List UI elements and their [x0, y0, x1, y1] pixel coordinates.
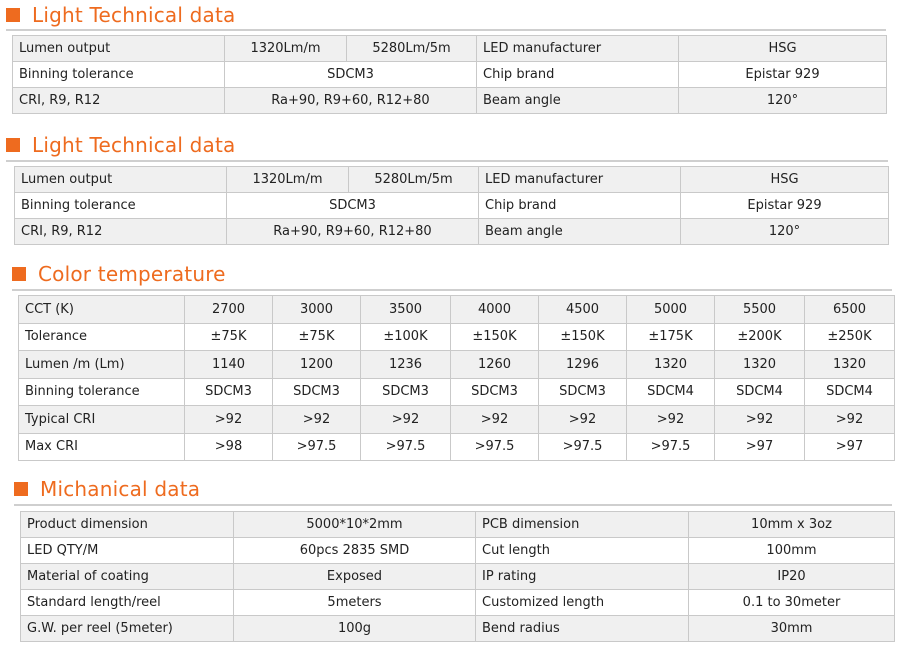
- section-title-text: Light Technical data: [32, 3, 236, 27]
- cell-value: 5280Lm/5m: [347, 36, 477, 62]
- orange-square-icon: [6, 138, 20, 152]
- cell-value: SDCM4: [715, 378, 805, 406]
- cell-value: SDCM3: [227, 193, 479, 219]
- section-title-mechanical-data: [14, 477, 200, 501]
- cell-value: >97: [805, 433, 895, 461]
- row-label: LED manufacturer: [477, 36, 679, 62]
- cell-value: >92: [185, 406, 273, 434]
- table-row: [13, 62, 887, 88]
- table-row: [19, 406, 895, 434]
- cell-value: 1140: [185, 351, 273, 379]
- table-row: [13, 36, 887, 62]
- table-row: [15, 167, 889, 193]
- cell-value: ±75K: [273, 323, 361, 351]
- section-title-text: Michanical data: [40, 477, 201, 501]
- cell-value: SDCM3: [225, 62, 477, 88]
- cell-value: 5280Lm/5m: [349, 167, 479, 193]
- cell-value: ±75K: [185, 323, 273, 351]
- section-divider: [6, 29, 886, 31]
- cell-value: >92: [539, 406, 627, 434]
- section-divider: [14, 504, 892, 506]
- cell-value: Ra+90, R9+60, R12+80: [227, 219, 479, 245]
- cell-value: 100mm: [689, 538, 895, 564]
- row-label: IP rating: [476, 564, 689, 590]
- orange-square-icon: [14, 482, 28, 496]
- cell-value: 5meters: [234, 590, 476, 616]
- light-technical-table-1: [12, 35, 887, 114]
- cell-value: 60pcs 2835 SMD: [234, 538, 476, 564]
- table-row: [19, 433, 895, 461]
- cell-value: >97.5: [361, 433, 451, 461]
- table-row: [21, 564, 895, 590]
- section-title-light-technical-1: [6, 3, 236, 27]
- cell-value: SDCM4: [805, 378, 895, 406]
- table-row: [21, 538, 895, 564]
- cell-value: 1260: [451, 351, 539, 379]
- row-label: Standard length/reel: [21, 590, 234, 616]
- cell-value: 10mm x 3oz: [689, 512, 895, 538]
- cell-value: 4000: [451, 296, 539, 324]
- cell-value: >97.5: [451, 433, 539, 461]
- cell-value: 4500: [539, 296, 627, 324]
- table-row: [19, 351, 895, 379]
- cell-value: SDCM3: [361, 378, 451, 406]
- section-title-text: Light Technical data: [32, 133, 236, 157]
- cell-value: 120°: [681, 219, 889, 245]
- cell-value: >92: [627, 406, 715, 434]
- cell-value: 1320Lm/m: [227, 167, 349, 193]
- cell-value: 100g: [234, 616, 476, 642]
- section-divider: [6, 160, 888, 162]
- row-label: Chip brand: [477, 62, 679, 88]
- row-label: Bend radius: [476, 616, 689, 642]
- cell-value: 3000: [273, 296, 361, 324]
- row-label: G.W. per reel (5meter): [21, 616, 234, 642]
- cell-value: 6500: [805, 296, 895, 324]
- cell-value: Epistar 929: [679, 62, 887, 88]
- orange-square-icon: [6, 8, 20, 22]
- row-label: Lumen output: [15, 167, 227, 193]
- row-label: PCB dimension: [476, 512, 689, 538]
- cell-value: 2700: [185, 296, 273, 324]
- cell-value: >92: [273, 406, 361, 434]
- cell-value: 0.1 to 30meter: [689, 590, 895, 616]
- table-row: [15, 219, 889, 245]
- cell-value: ±200K: [715, 323, 805, 351]
- table-row: [19, 296, 895, 324]
- cell-value: ±175K: [627, 323, 715, 351]
- row-label: Binning tolerance: [13, 62, 225, 88]
- row-label: Material of coating: [21, 564, 234, 590]
- cell-value: 5500: [715, 296, 805, 324]
- row-label: Product dimension: [21, 512, 234, 538]
- light-technical-table-2: [14, 166, 889, 245]
- cell-value: >97.5: [627, 433, 715, 461]
- cell-value: >92: [361, 406, 451, 434]
- row-label: Chip brand: [479, 193, 681, 219]
- row-label: Customized length: [476, 590, 689, 616]
- cell-value: ±150K: [539, 323, 627, 351]
- section-title-text: Color temperature: [38, 262, 226, 286]
- cell-value: HSG: [681, 167, 889, 193]
- row-label: Beam angle: [479, 219, 681, 245]
- cell-value: 5000: [627, 296, 715, 324]
- cell-value: 30mm: [689, 616, 895, 642]
- row-label: Binning tolerance: [19, 378, 185, 406]
- cell-value: 3500: [361, 296, 451, 324]
- cell-value: 1320: [805, 351, 895, 379]
- cell-value: 1320: [715, 351, 805, 379]
- cell-value: Ra+90, R9+60, R12+80: [225, 88, 477, 114]
- row-label: LED QTY/M: [21, 538, 234, 564]
- color-temperature-table: [18, 295, 895, 461]
- cell-value: >98: [185, 433, 273, 461]
- row-label: CRI, R9, R12: [15, 219, 227, 245]
- cell-value: 1320: [627, 351, 715, 379]
- table-row: [19, 378, 895, 406]
- cell-value: Epistar 929: [681, 193, 889, 219]
- section-title-color-temperature: [12, 262, 226, 286]
- row-label: Tolerance: [19, 323, 185, 351]
- row-label: Lumen output: [13, 36, 225, 62]
- cell-value: HSG: [679, 36, 887, 62]
- cell-value: Exposed: [234, 564, 476, 590]
- table-row: [21, 616, 895, 642]
- row-label: LED manufacturer: [479, 167, 681, 193]
- cell-value: 120°: [679, 88, 887, 114]
- cell-value: >92: [451, 406, 539, 434]
- cell-value: SDCM3: [185, 378, 273, 406]
- table-row: [21, 590, 895, 616]
- row-label: Binning tolerance: [15, 193, 227, 219]
- row-label: Lumen /m (Lm): [19, 351, 185, 379]
- cell-value: >97.5: [273, 433, 361, 461]
- orange-square-icon: [12, 267, 26, 281]
- row-label: Max CRI: [19, 433, 185, 461]
- cell-value: ±150K: [451, 323, 539, 351]
- section-title-light-technical-2: [6, 133, 236, 157]
- cell-value: ±100K: [361, 323, 451, 351]
- cell-value: SDCM3: [273, 378, 361, 406]
- row-label: Cut length: [476, 538, 689, 564]
- row-label: Beam angle: [477, 88, 679, 114]
- cell-value: >97: [715, 433, 805, 461]
- cell-value: IP20: [689, 564, 895, 590]
- table-row: [21, 512, 895, 538]
- cell-value: SDCM4: [627, 378, 715, 406]
- table-row: [15, 193, 889, 219]
- cell-value: 5000*10*2mm: [234, 512, 476, 538]
- cell-value: 1296: [539, 351, 627, 379]
- cell-value: 1200: [273, 351, 361, 379]
- row-label: CRI, R9, R12: [13, 88, 225, 114]
- row-label: CCT (K): [19, 296, 185, 324]
- cell-value: >92: [805, 406, 895, 434]
- cell-value: 1236: [361, 351, 451, 379]
- table-row: [19, 323, 895, 351]
- table-row: [13, 88, 887, 114]
- cell-value: >97.5: [539, 433, 627, 461]
- cell-value: SDCM3: [539, 378, 627, 406]
- cell-value: >92: [715, 406, 805, 434]
- mechanical-data-table: [20, 511, 895, 642]
- row-label: Typical CRI: [19, 406, 185, 434]
- cell-value: 1320Lm/m: [225, 36, 347, 62]
- cell-value: ±250K: [805, 323, 895, 351]
- cell-value: SDCM3: [451, 378, 539, 406]
- section-divider: [12, 289, 892, 291]
